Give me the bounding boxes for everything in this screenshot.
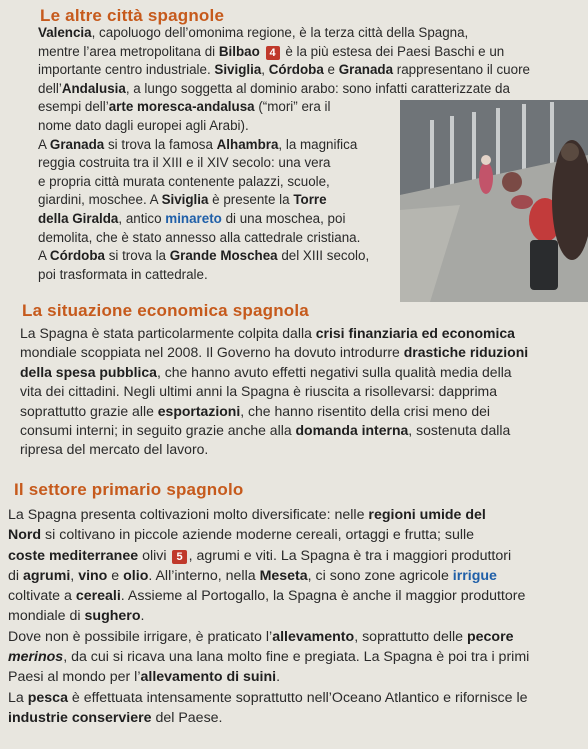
section-title-altre-citta: Le altre città spagnole xyxy=(40,6,225,25)
text-line: vita dei cittadini. Negli ultimi anni la Spagna è riuscita a risollevarsi: dapprima xyxy=(20,383,498,400)
text-line: reggia costruita tra il XIII e il XIV secolo: una vera xyxy=(38,155,331,171)
text-line: A Granada si trova la famosa Alhambra, la magnifica xyxy=(38,136,358,152)
text-line: demolita, che è stato annesso alla cattedrale cristiana. xyxy=(38,229,361,245)
text-line: merinos, da cui si ricava una lana molto fine e pregiata. La Spagna è poi tra i primi xyxy=(8,649,530,666)
text-line: della spesa pubblica, che hanno avuto effetti negativi sulla qualità media della xyxy=(20,363,512,380)
text-line: mondiale scoppiata nel 2008. Il Governo ha dovuto introdurre drastiche riduzioni xyxy=(20,344,529,361)
text-line: nome dato dagli europei agli Arabi). xyxy=(38,117,249,133)
text-line: e propria città murata contenente palazzi, scuole, xyxy=(38,173,330,189)
text-line: coltivate a cereali. Assieme al Portogallo, la Spagna è anche il maggior produttore xyxy=(8,588,526,605)
text-line: dell’Andalusia, a lungo soggetta al dominio arabo: sono infatti caratterizzate da xyxy=(38,80,510,96)
text-line: della Giralda, antico minareto di una moschea, poi xyxy=(38,210,346,226)
text-line: Paesi al mondo per l’allevamento di suini. xyxy=(8,669,281,686)
text-line: La Spagna è stata particolarmente colpita dalla crisi finanziaria ed economica xyxy=(20,325,515,341)
paragraph-situazione-economica xyxy=(20,324,580,460)
paragraph-settore-primario xyxy=(8,505,586,728)
text-line: Dove non è possibile irrigare, è praticato l’allevamento, soprattutto delle pecore xyxy=(8,628,514,645)
text-line: importante centro industriale. Siviglia, Córdoba e Granada rappresentano il cuore xyxy=(38,62,530,78)
street-photo xyxy=(400,100,588,302)
text-line: consumi interni; in seguito grazie anche alla domanda interna, sostenuta dalla xyxy=(20,422,511,439)
text-line: A Córdoba si trova la Grande Moschea del XIII secolo, xyxy=(38,248,370,264)
text-line: Valencia, capoluogo dell’omonima regione, è la terza città della Spagna, xyxy=(38,25,469,40)
text-line: coste mediterranee olivi 5 , agrumi e viti. La Spagna è tra i maggiori produttori xyxy=(8,547,512,564)
text-line: mentre l’area metropolitana di Bilbao 4 è la più estesa dei Paesi Baschi e un xyxy=(38,43,505,59)
text-line: mondiale di sughero. xyxy=(8,608,145,625)
text-line: giardini, moschee. A Siviglia è presente la Torre xyxy=(38,192,327,208)
text-line: La Spagna presenta coltivazioni molto diversificate: nelle regioni umide del xyxy=(8,507,486,523)
section-title-situazione-economica: La situazione economica spagnola xyxy=(22,301,309,320)
text-line: soprattutto grazie alle esportazioni, che hanno risentito della crisi meno dei xyxy=(20,402,491,419)
text-line: Nord si coltivano in piccole aziende moderne cereali, ortaggi e frutta; sulle xyxy=(8,527,475,544)
section-title-settore-primario: Il settore primario spagnolo xyxy=(14,480,244,499)
street-photo-icon xyxy=(400,100,588,302)
text-line: La pesca è effettuata intensamente soprattutto nell’Oceano Atlantico e rifornisce le xyxy=(8,689,528,706)
text-line: ripresa del mercato del lavoro. xyxy=(20,441,209,458)
text-line: industrie conserviere del Paese. xyxy=(8,709,223,726)
text-line: esempi dell’arte moresca-andalusa (“mori” era il xyxy=(38,99,331,115)
text-line: di agrumi, vino e olio. All’interno, nella Meseta, ci sono zone agricole irrigue xyxy=(8,567,497,584)
text-line: poi trasformata in cattedrale. xyxy=(38,266,208,282)
